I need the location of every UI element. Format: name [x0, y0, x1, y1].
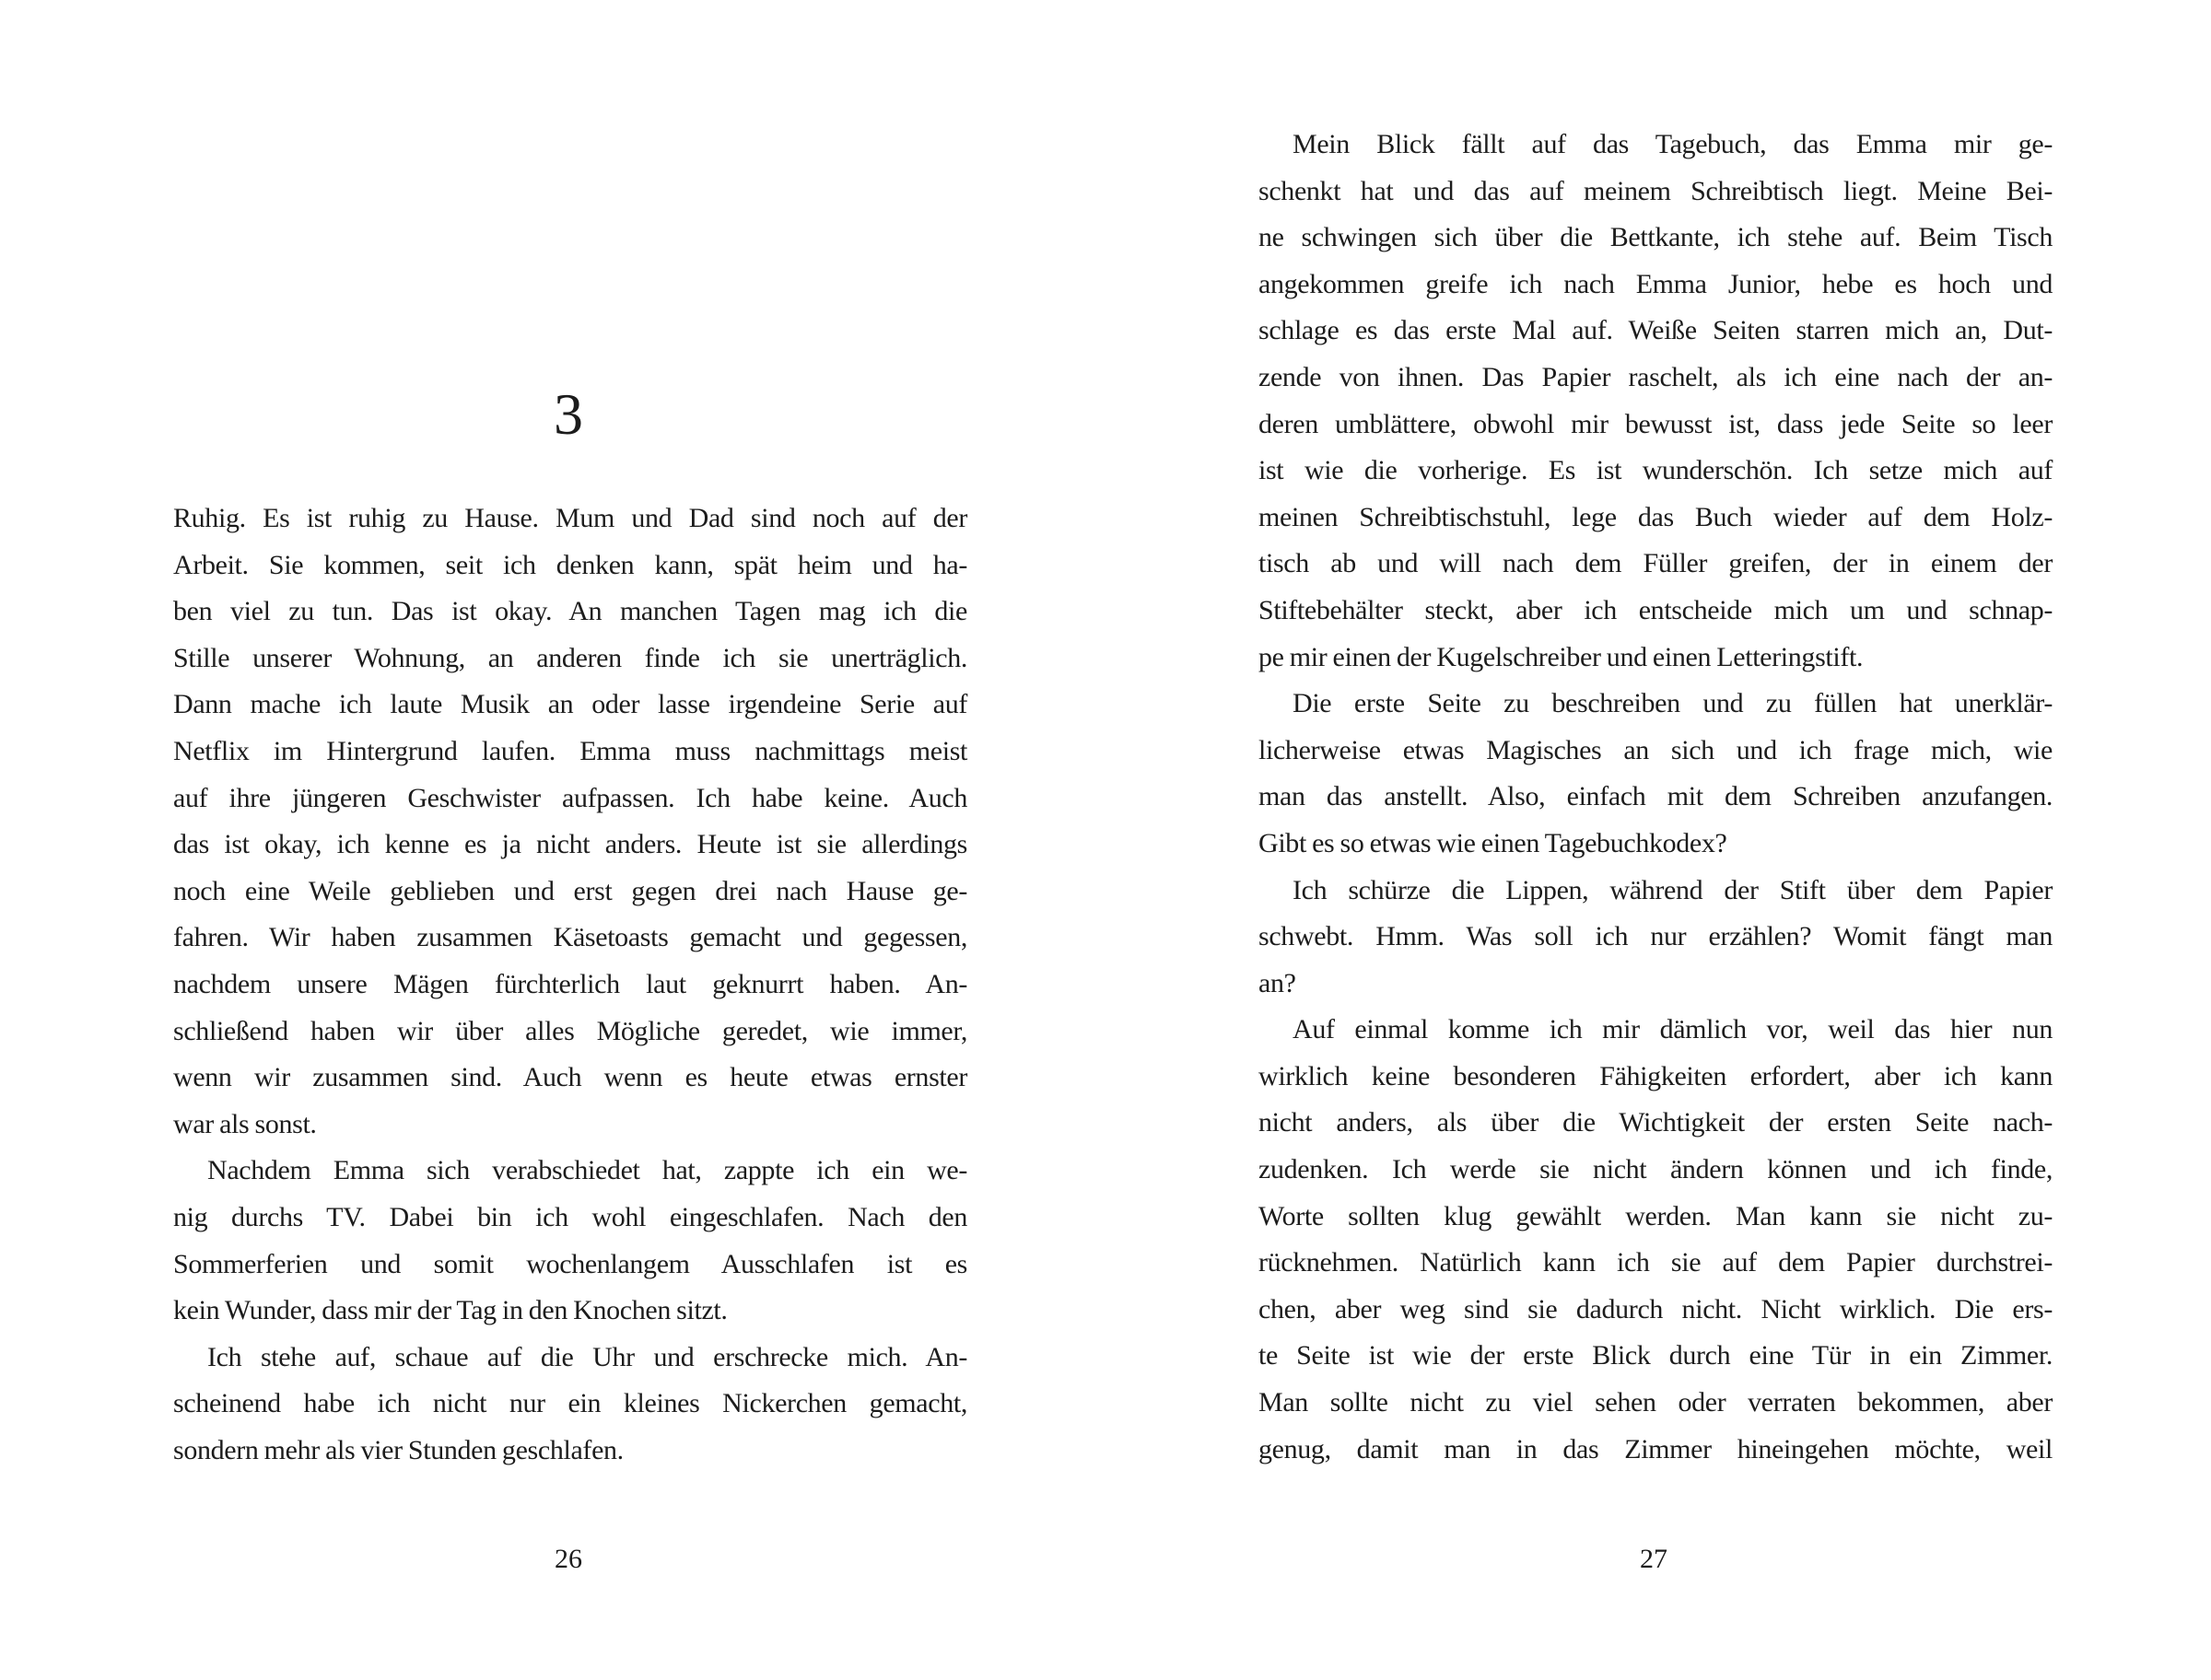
text-line: Nachdem Emma sich verabschiedet hat, zappte ich ein we-	[207, 1155, 967, 1186]
text-line: ben viel zu tun. Das ist okay. An manchen Tagen mag ich die	[173, 596, 967, 627]
text-line: man das anstellt. Also, einfach mit dem Schreiben anzufangen.	[1258, 781, 2053, 812]
text-line: ne schwingen sich über die Bettkante, ich stehe auf. Beim Tisch	[1258, 222, 2053, 253]
text-line: Netflix im Hintergrund laufen. Emma muss nachmittags meist	[173, 735, 967, 766]
text-line: nachdem unsere Mägen fürchterlich laut geknurrt haben. An-	[173, 968, 967, 999]
text-line: Ruhig. Es ist ruhig zu Hause. Mum und Dad sind noch auf der	[173, 503, 967, 533]
text-line: Die erste Seite zu beschreiben und zu füllen hat unerklär-	[1293, 688, 2053, 719]
text-line: wenn wir zusammen sind. Auch wenn es heute etwas ernster	[173, 1062, 967, 1093]
page-right	[1106, 0, 2211, 1680]
text-line: Gibt es so etwas wie einen Tagebuchkodex?	[1258, 827, 1727, 858]
text-line: Sommerferien und somit wochenlangem Ausschlafen ist es	[173, 1248, 967, 1279]
text-line: Auf einmal komme ich mir dämlich vor, weil das hier nun	[1293, 1014, 2053, 1045]
page-number-right: 27	[1640, 1544, 1667, 1574]
text-line: Ich schürze die Lippen, während der Stift über dem Papier	[1293, 874, 2053, 905]
text-line: Stiftebehälter steckt, aber ich entscheide mich um und schnap-	[1258, 594, 2053, 625]
text-line: tisch ab und will nach dem Füller greifen, der in einem der	[1258, 548, 2053, 579]
text-line: deren umblättere, obwohl mir bewusst ist, dass jede Seite so leer	[1258, 408, 2053, 439]
text-line: schwebt. Hmm. Was soll ich nur erzählen? Womit fängt man	[1258, 921, 2053, 952]
text-line: Stille unserer Wohnung, an anderen finde ich sie unerträglich.	[173, 642, 967, 673]
page-number-left: 26	[555, 1544, 582, 1574]
text-line: Mein Blick fällt auf das Tagebuch, das Emma mir ge-	[1293, 129, 2053, 159]
text-line: schließend haben wir über alles Mögliche geredet, wie immer,	[173, 1015, 967, 1046]
text-line: licherweise etwas Magisches an sich und ich frage mich, wie	[1258, 734, 2053, 765]
chapter-number: 3	[554, 381, 583, 447]
text-line: sondern mehr als vier Stunden geschlafen.	[173, 1434, 624, 1465]
text-line: schlage es das erste Mal auf. Weiße Seiten starren mich an, Dut-	[1258, 315, 2053, 346]
body-text-left	[173, 496, 967, 1474]
text-line: genug, damit man in das Zimmer hineingehen möchte, weil	[1258, 1433, 2053, 1464]
text-line: kein Wunder, dass mir der Tag in den Knochen sitzt.	[173, 1295, 728, 1326]
text-line: Ich stehe auf, schaue auf die Uhr und erschrecke mich. An-	[207, 1341, 967, 1372]
text-line: pe mir einen der Kugelschreiber und einen Letteringstift.	[1258, 641, 1864, 672]
text-line: schenkt hat und das auf meinem Schreibtisch liegt. Meine Bei-	[1258, 175, 2053, 206]
text-line: nig durchs TV. Dabei bin ich wohl eingeschlafen. Nach den	[173, 1201, 967, 1232]
body-text-right	[1258, 122, 2053, 1473]
text-line: Dann mache ich laute Musik an oder lasse irgendeine Serie auf	[173, 689, 967, 720]
text-line: chen, aber weg sind sie dadurch nicht. Nicht wirklich. Die ers-	[1258, 1293, 2053, 1324]
text-line: fahren. Wir haben zusammen Käsetoasts gemacht und gegessen,	[173, 922, 967, 953]
text-line: te Seite ist wie der erste Blick durch eine Tür in ein Zimmer.	[1258, 1340, 2053, 1371]
text-line: meinen Schreibtischstuhl, lege das Buch wieder auf dem Holz-	[1258, 501, 2053, 532]
text-line: scheinend habe ich nicht nur ein kleines Nickerchen gemacht,	[173, 1388, 967, 1419]
text-line: angekommen greife ich nach Emma Junior, hebe es hoch und	[1258, 268, 2053, 299]
text-line: an?	[1258, 967, 1296, 998]
text-line: Worte sollten klug gewählt werden. Man kann sie nicht zu-	[1258, 1200, 2053, 1231]
text-line: auf ihre jüngeren Geschwister aufpassen. Ich habe keine. Auch	[173, 782, 967, 813]
text-line: war als sonst.	[173, 1108, 317, 1139]
text-line: das ist okay, ich kenne es ja nicht anders. Heute ist sie allerdings	[173, 829, 967, 860]
text-line: zende von ihnen. Das Papier raschelt, als ich eine nach der an-	[1258, 361, 2053, 392]
text-line: Man sollte nicht zu viel sehen oder verraten bekommen, aber	[1258, 1387, 2053, 1418]
text-line: nicht anders, als über die Wichtigkeit der ersten Seite nach-	[1258, 1107, 2053, 1138]
text-line: rücknehmen. Natürlich kann ich sie auf dem Papier durchstrei-	[1258, 1247, 2053, 1278]
text-line: ist wie die vorherige. Es ist wunderschön. Ich setze mich auf	[1258, 455, 2053, 486]
text-line: Arbeit. Sie kommen, seit ich denken kann, spät heim und ha-	[173, 549, 967, 580]
text-line: noch eine Weile geblieben und erst gegen drei nach Hause ge-	[173, 875, 967, 906]
text-line: zudenken. Ich werde sie nicht ändern können und ich finde,	[1258, 1154, 2053, 1185]
text-line: wirklich keine besonderen Fähigkeiten erfordert, aber ich kann	[1258, 1060, 2053, 1091]
